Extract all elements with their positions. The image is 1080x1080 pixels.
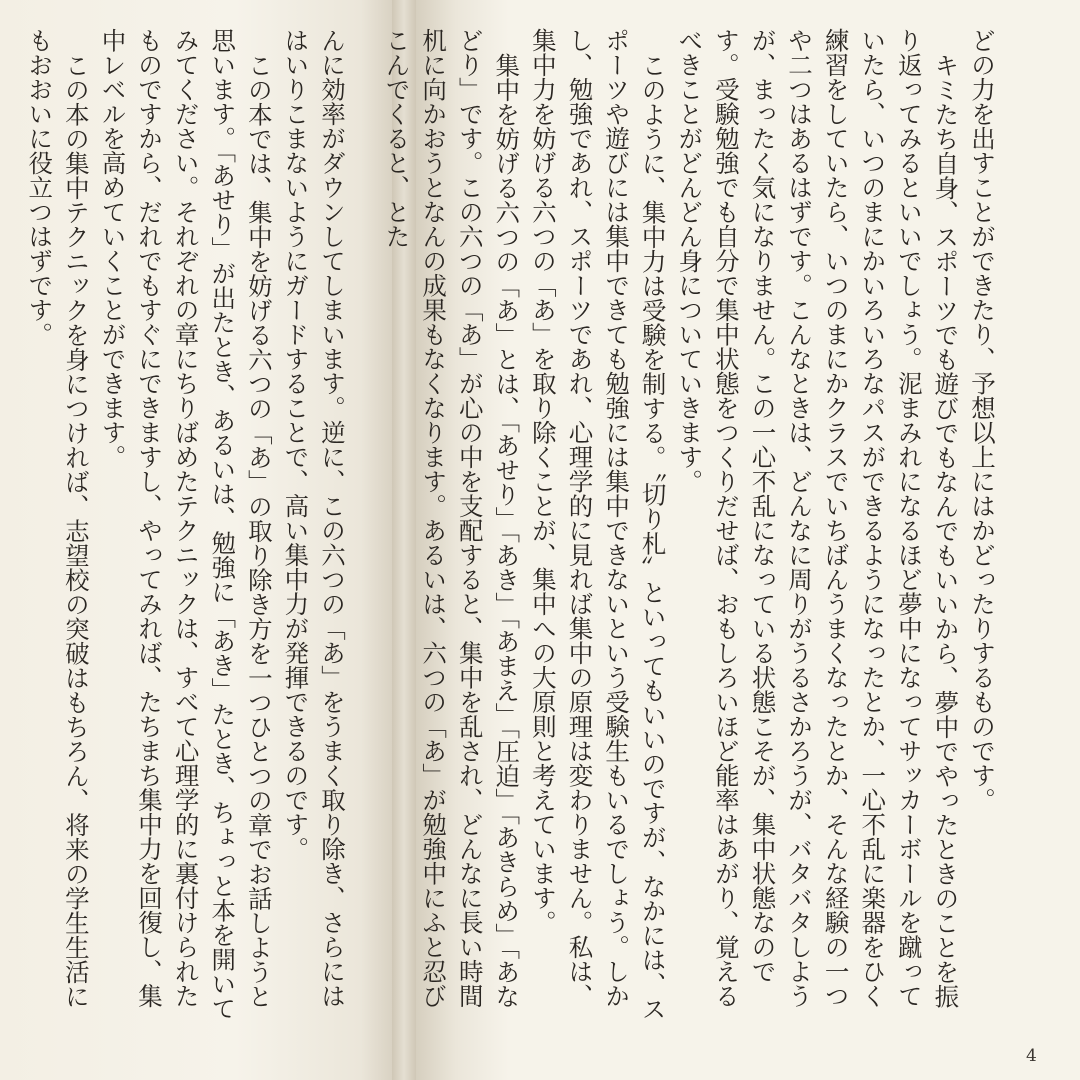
page-number: 4: [1026, 1046, 1037, 1066]
right-paragraph-4: 集中を妨げる六つの「あ」とは、「あせり」「あき」「あまえ」「圧迫」「あきらめ」「あなどり」です。この六つの「あ」が心の中を支配すると、集中を乱され、どんなに長い時間机に向かおうとなんの成果もなくなります。あるいは、六つの「あ」が勉強中にふと忍びこんでくると、とた: [382, 28, 522, 1008]
right-paragraph-2: キミたち自身、スポーツでも遊びでもなんでもいいから、夢中でやったときのことを振り返ってみるといいでしょう。泥まみれになるほど夢中になってサッカーボールを蹴っていたら、いつのまにかいろいろなパスができるようになったとか、一心不乱に楽器をひく練習をしていたら、いつのまにかクラスでいちばんうまくなったとか、そんな経験の一つや二つはあるはずです。こんなときは、どんなに周りがうるさかろうが、バタバタしようが、まったく気になりません。この一心不乱になっている状態こそが、集中状態なのです。受験勉強でも自分で集中状態をつくりだせば、おもしろいほど能率はあがり、覚えるべきことがどんどん身についていきます。: [675, 28, 961, 1008]
left-paragraph-1: んに効率がダウンしてしまいます。逆に、この六つの「あ」をうまく取り除き、さらにははいりこまないようにガードすることで、高い集中力が発揮できるのです。: [281, 28, 347, 1008]
right-page-body: [378, 28, 1000, 1028]
left-paragraph-3: この本の集中テクニックを身につければ、志望校の突破はもちろん、将来の学生生活にもおおいに役立つはずです。: [25, 28, 91, 1008]
left-page-body: [21, 28, 350, 1028]
right-paragraph-3: このように、集中力は受験を制する。〝切り札〟といってもいいのですが、なかには、スポーツや遊びには集中できても勉強には集中できないという受験生もいるでしょう。しかし、勉強であれ、スポーツであれ、心理学的に見れば集中の原理は変わりません。私は、集中力を妨げる六つの「あ」を取り除くことが、集中への大原則と考えています。: [528, 28, 668, 1021]
left-paragraph-2: この本では、集中を妨げる六つの「あ」の取り除き方を一つひとつの章でお話しようと思います。「あせり」が出たとき、あるいは、勉強に「あき」たとき、ちょっと本を開いてみてください。それぞれの章にちりばめたテクニックは、すべて心理学的に裏付けられたものですから、だれでもすぐにできますし、やってみれば、たちまち集中力を回復し、集中レベルを高めていくことができます。: [98, 28, 274, 1021]
right-paragraph-1: どの力を出すことができたり、予想以上にはかどったりするものです。: [968, 28, 997, 812]
right-page: [382, 0, 1080, 1080]
left-page: [0, 0, 392, 1080]
